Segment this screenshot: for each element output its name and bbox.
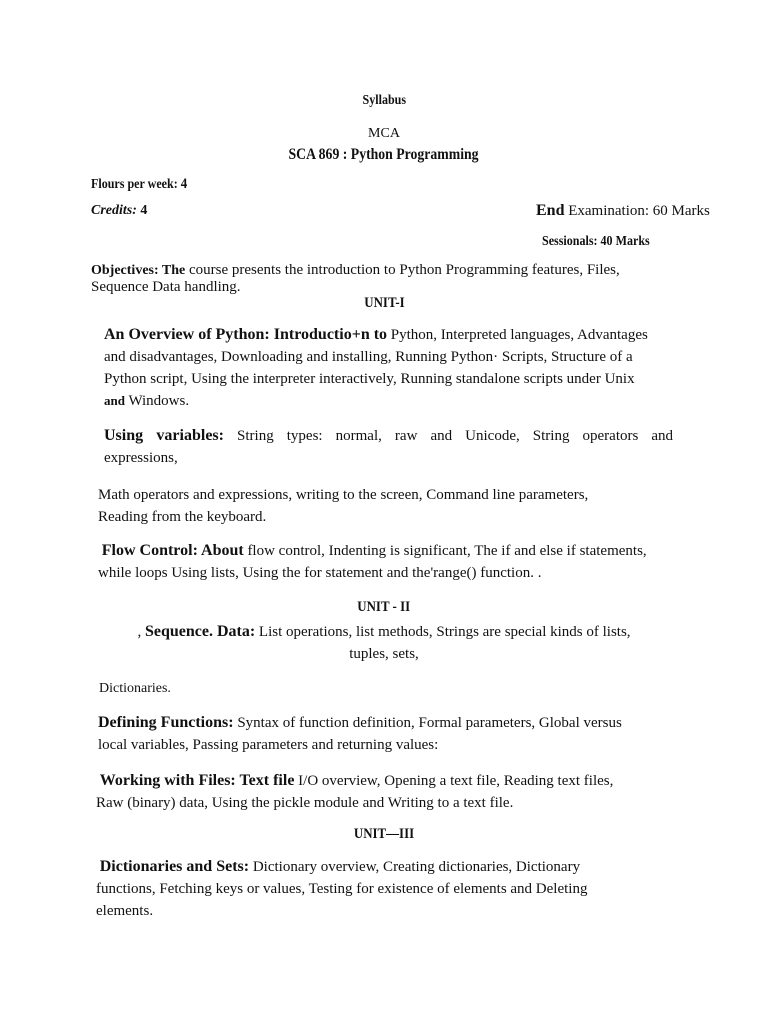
- unit1-title: UNIT-I: [363, 295, 405, 311]
- course-title: SCA 869 : Python Programming: [288, 146, 480, 163]
- objectives: Objectives: The course presents the introduction to Python Programming features, Files, Sequence Data handling.: [91, 262, 620, 295]
- files-lead: Working with Files: Text file: [99, 772, 295, 789]
- program-name: MCA: [368, 126, 400, 141]
- sessionals: Sessionals: 40 Marks: [542, 234, 650, 249]
- unit3-title: UNIT—III: [353, 826, 415, 842]
- sequence-lead: Sequence. Data:: [144, 623, 256, 640]
- unit2-dictionaries: Dictionaries.: [99, 681, 171, 696]
- unit3-dictionaries-sets: Dictionaries and Sets: Dictionary overview, Creating dictionaries, Dictionary functions, Fetching keys or values, Testing for existence of elements and Deleting elements.: [96, 858, 588, 919]
- doc-heading: Syllabus: [362, 93, 406, 108]
- overview-lead: An Overview of Python: Introductio+n to: [104, 326, 388, 343]
- credits: Credits: 4: [91, 203, 148, 218]
- unit2-title: UNIT - II: [357, 599, 411, 615]
- variables-lead: Using variables:: [104, 427, 224, 444]
- unit1-overview: An Overview of Python: Introductio+n to Python, Interpreted languages, Advantages and disadvantages, Downloading and installing, Running Python· Scripts, Structure of a Python script, Using the interpreter interactively, Running standalone scripts under Unix and Windows.: [104, 326, 648, 409]
- unit1-flow-control: Flow Control: About flow control, Indenting is significant, The if and else if statements, while loops Using lists, Using the for statement and the'range() function. .: [98, 542, 647, 581]
- end-examination: End Examination: 60 Marks: [536, 202, 710, 219]
- unit1-math: Math operators and expressions, writing to the screen, Command line parameters, Reading from the keyboard.: [98, 487, 589, 525]
- functions-lead: Defining Functions:: [98, 714, 234, 731]
- hours-per-week: Flours per week: 4: [91, 176, 188, 192]
- unit2-functions: Defining Functions: Syntax of function definition, Formal parameters, Global versus local variables, Passing parameters and returning values:: [98, 714, 622, 753]
- unit1-variables: Using variables: String types: normal, raw and Unicode, String operators and expressions,: [104, 427, 674, 466]
- dict-lead: Dictionaries and Sets:: [99, 858, 250, 875]
- unit2-files: Working with Files: Text file I/O overview, Opening a text file, Reading text files, Raw (binary) data, Using the pickle module and Writing to a text file.: [96, 772, 614, 811]
- unit2-sequence: , Sequence. Data: List operations, list methods, Strings are special kinds of lists, tuples, sets,: [137, 623, 631, 662]
- flow-lead: Flow Control: About: [101, 542, 244, 559]
